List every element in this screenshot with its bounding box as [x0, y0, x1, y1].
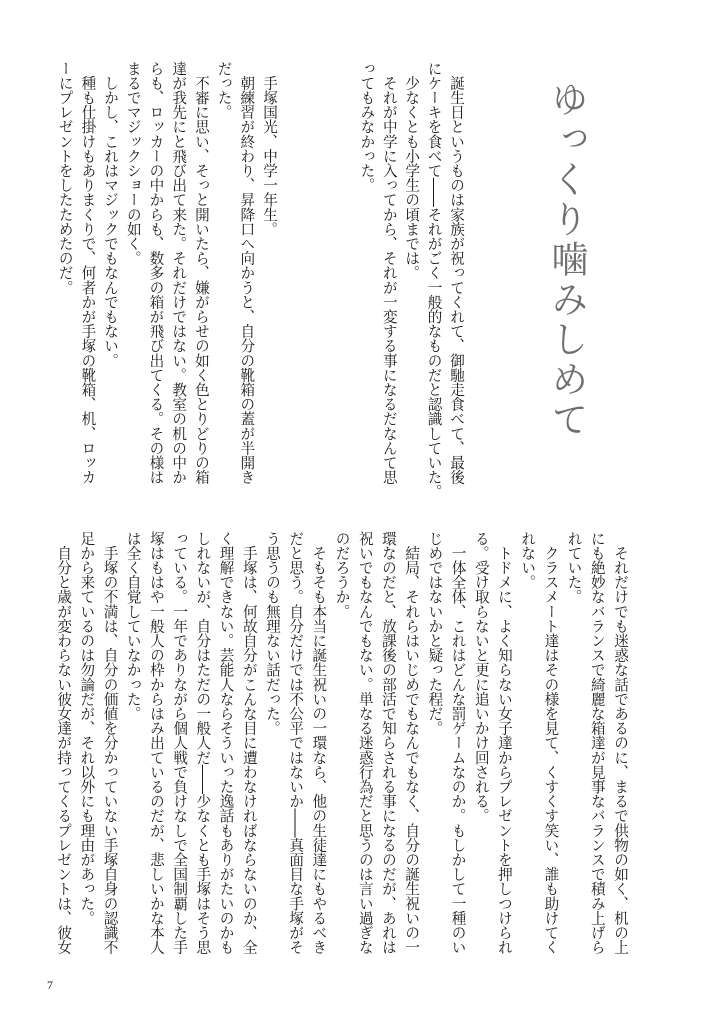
story-title: ゆっくり噛みしめて — [545, 80, 588, 440]
text-line: 達が我先にと飛び出て来た。それだけではない。教室の机の中か — [170, 61, 188, 485]
text-line: にも絶妙なバランスで綺麗な箱達が見事なバランスで積み上げら — [588, 531, 606, 955]
text-line: トドメに、よく知らない女子達からプレゼントを押しつけられ — [495, 531, 513, 955]
text-line: 環なのだと、放課後の部活で知らされる事になるのだが、あれは — [379, 531, 397, 955]
text-line: らも、ロッカーの中からも、数多の箱が飛び出てくる。その様は — [147, 61, 165, 485]
text-line: それが中学に入ってから、それが一変する事になるだなんて思 — [380, 61, 398, 485]
text-line: 種も仕掛けもありまくりで、何者かが手塚の靴箱、机、ロッカ — [79, 61, 97, 485]
text-block-upper-intro — [355, 61, 467, 506]
text-block-upper-main — [53, 61, 280, 506]
text-line: だと思う。自分だけでは不公平ではないか――真面目な手塚がそ — [287, 531, 305, 955]
text-block-lower — [52, 531, 632, 976]
text-line: 結局、それらはいじめでもなんでもなく、自分の誕生祝いの一 — [403, 531, 421, 955]
text-line: それだけでも迷惑な話であるのに、まるで供物の如く、机の上 — [612, 531, 629, 955]
text-line: まるでマジックショーの如く。 — [124, 61, 142, 266]
text-line: ーにプレゼントをしたためたのだ。 — [56, 61, 74, 295]
text-line: は全く自覚していなかった。 — [124, 531, 142, 721]
text-line: 自分と歳が変わらない彼女達が持ってくるプレゼントは、彼女 — [55, 531, 73, 955]
text-line: る。受け取らないと更に追いかけ回される。 — [472, 531, 490, 823]
text-line: しかし、これはマジックでもなんでもない。 — [102, 61, 120, 368]
text-line: そもそも本当に誕生祝いの一環なら、他の生徒達にもやるべき — [310, 531, 328, 955]
text-line: 手塚の不満は、自分の価値を分かっていない手塚自身の認識不 — [101, 531, 119, 955]
text-line: く理解できない。芸能人ならそういった逸話もありがたいのかも — [217, 531, 235, 955]
text-line: じめではないかと疑った程だ。 — [426, 531, 444, 736]
text-line: だった。 — [215, 61, 233, 120]
text-line: クラスメート達はその様を見て、くすくす笑い、誰も助けてく — [542, 531, 560, 955]
text-line: 少なくとも小学生の頃までは。 — [403, 61, 421, 280]
text-line: 足から来ているのは勿論だが、それ以外にも理由があった。 — [78, 531, 96, 926]
text-line: う思うのも無理ない話だった。 — [263, 531, 281, 736]
text-line: 祝いでもなんでもない。単なる迷惑行為だと思うのは言い過ぎな — [356, 531, 374, 955]
text-line: 塚はもはや一般人の枠からはみ出ているのだが、悲しいかな本人 — [147, 531, 165, 955]
text-line: のだろうか。 — [333, 531, 351, 619]
text-line: 誕生日というものは家族が祝ってくれて、御馳走食べて、最後 — [448, 61, 465, 485]
text-line: 朝練習が終わり、昇降口へ向かうと、自分の靴箱の蓋が半開き — [238, 61, 256, 485]
text-line: にケーキを食べて――それがごく一般的なものだと認識していた。 — [425, 61, 443, 499]
text-line: れていた。 — [565, 531, 583, 604]
text-line: しれないが、自分はただの一般人だ――少なくとも手塚はそう思 — [194, 531, 212, 955]
text-line: っている。一年でありながら個人戦で負けなしで全国制覇した手 — [171, 531, 189, 955]
text-line: 手塚国光、中学一年生。 — [261, 61, 278, 237]
text-line: 一体全体、これはどんな罰ゲームなのか。もしかして一種のい — [449, 531, 467, 955]
text-line: 不審に思い、そっと開いたら、嫌がらせの如く色とりどりの箱 — [192, 61, 210, 485]
text-line: 手塚は、何故自分がこんな目に遭わなければならないのか、全 — [240, 531, 258, 955]
page-number: 7 — [47, 978, 53, 992]
text-line: れない。 — [519, 531, 537, 590]
text-line: ってもみなかった。 — [358, 61, 376, 193]
